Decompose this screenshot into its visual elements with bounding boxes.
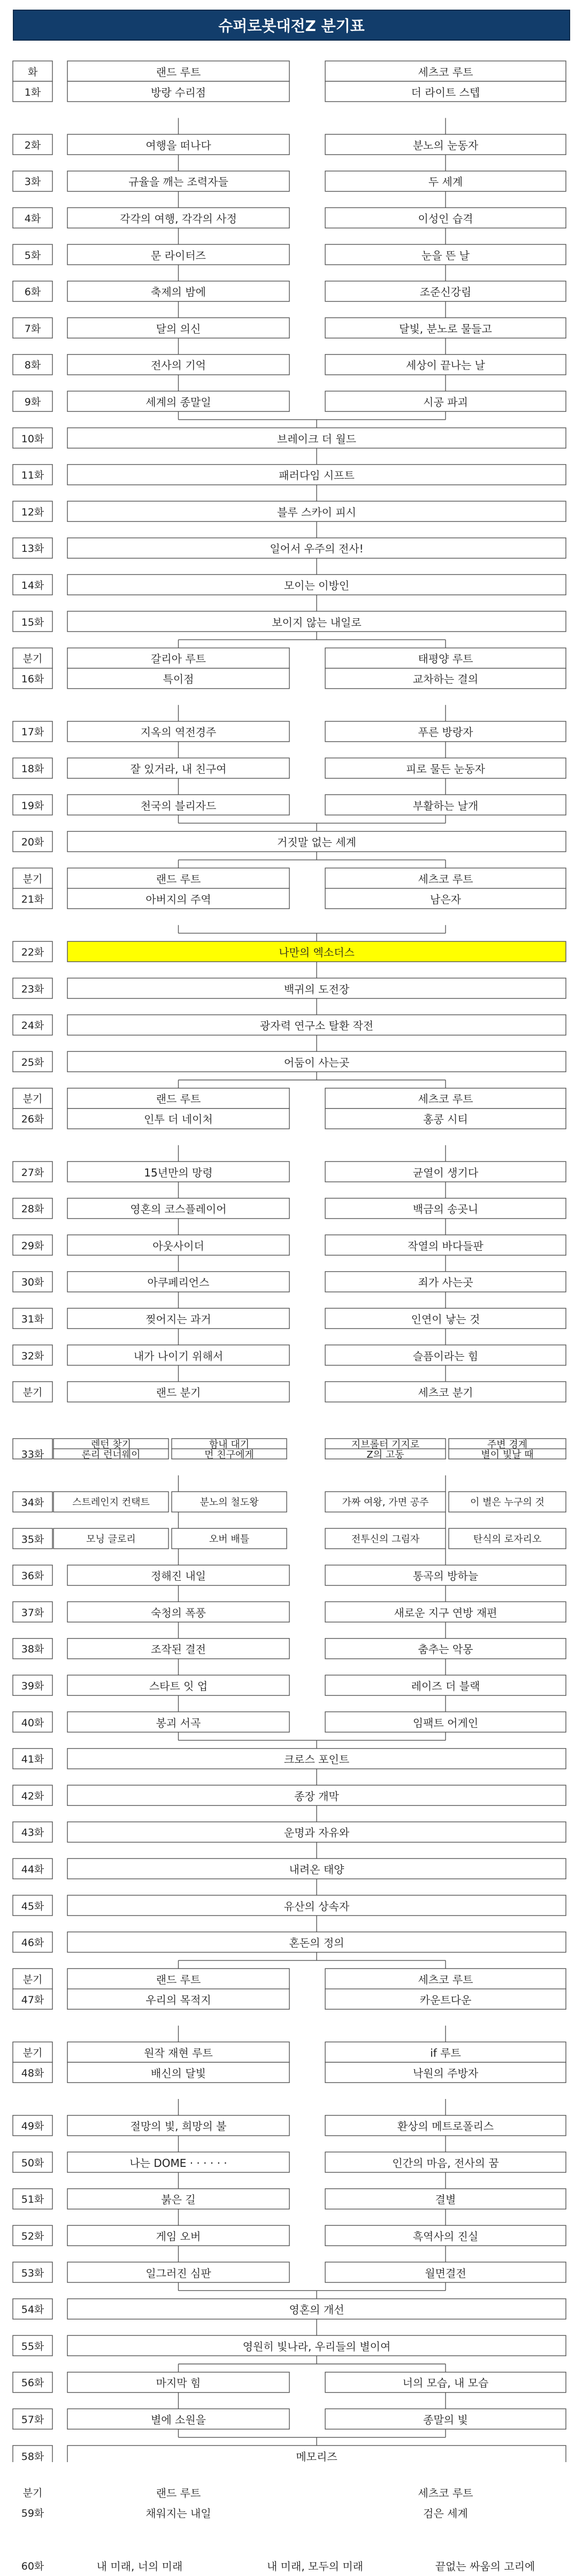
episode-label: 58화: [21, 2450, 44, 2463]
left-route-title: 봉괴 서곡: [156, 1716, 201, 1729]
common-route-title: 광자력 연구소 탈환 작전: [259, 1019, 374, 1033]
right-route-title: 낙원의 주방자: [412, 2066, 479, 2080]
episode-label: 17화: [21, 726, 44, 739]
right-route-title: 인간의 마음, 전사의 꿈: [392, 2156, 499, 2170]
left-route-title: 붉은 길: [161, 2193, 196, 2206]
episode-label: 50화: [21, 2157, 44, 2169]
branch-right-header-text: 세츠코 루트: [418, 2487, 473, 2500]
right-route-title: 균열이 생기다: [412, 1166, 479, 1179]
common-route-title: 유산의 상속자: [283, 1900, 350, 1913]
episode-label: 28화: [21, 1203, 44, 1216]
common-route-title: 블루 스카이 피시: [277, 505, 356, 519]
sub-route-title: 론리 런너웨이: [81, 1449, 141, 1459]
common-route-title: 패러다임 시프트: [279, 469, 355, 482]
sub-route-title: 별이 빛날 때: [481, 1449, 534, 1459]
episode-label: 10화: [21, 433, 44, 445]
sub-route-title: 스트레인지 컨택트: [72, 1497, 150, 1509]
episode-label: 20화: [21, 836, 44, 849]
branch-left-header-text: 갈리아 루트: [151, 652, 206, 666]
right-route-title: 종말의 빛: [423, 2413, 468, 2426]
common-route-title: 영원히 빛나라, 우리들의 별이여: [242, 2340, 391, 2353]
episode-label: 13화: [21, 543, 44, 555]
right-route-title: 두 세계: [428, 175, 463, 189]
right-route-title: 눈을 뜬 날: [421, 249, 470, 262]
episode-label: 8화: [24, 359, 41, 372]
episode-label: 56화: [21, 2377, 44, 2389]
left-route-title: 정해진 내일: [151, 1570, 206, 1583]
episode-label: 30화: [21, 1277, 44, 1289]
branch-right-header-text: 세츠코 분기: [418, 1386, 473, 1400]
left-route-title: 배신의 달빛: [151, 2066, 206, 2080]
left-route-title: 영혼의 코스플레이어: [130, 1203, 227, 1216]
episode-label: 12화: [21, 506, 44, 518]
episode-label: 33화: [21, 1449, 44, 1459]
episode-label: 14화: [21, 579, 44, 591]
branch-left-header-text: 랜드 분기: [156, 1386, 201, 1400]
episode-label: 37화: [21, 1606, 44, 1619]
episode-label: 3화: [24, 176, 41, 188]
common-route-title: 종장 개막: [294, 1789, 339, 1803]
sub-route-title: 먼 친구에게: [204, 1449, 254, 1459]
right-route-title: 임팩트 어게인: [412, 1716, 479, 1729]
right-route-title: 부활하는 날개: [412, 799, 479, 812]
ending-title: 내 미래, 너의 미래: [96, 2560, 183, 2573]
branch-right-header-text: 세츠코 루트: [418, 1093, 473, 1106]
right-route-title: 춤추는 악몽: [418, 1643, 473, 1656]
right-route-title: 시공 파괴: [423, 395, 468, 409]
episode-label: 43화: [21, 1827, 44, 1839]
common-route-title: 브레이크 더 월드: [277, 432, 356, 445]
episode-label: 48화: [21, 2067, 44, 2079]
right-route-title: 새로운 지구 연방 재편: [394, 1606, 497, 1619]
left-route-title: 규율을 깨는 조력자들: [128, 175, 228, 189]
branch-right-header-text: 세츠코 루트: [418, 1973, 473, 1986]
page-title: 슈퍼로봇대전Z 분기표: [13, 10, 570, 41]
left-route-title: 달의 의신: [156, 322, 201, 335]
left-route-title: 내가 나이기 위해서: [133, 1349, 224, 1363]
episode-label: 11화: [21, 470, 44, 482]
common-route-title: 내려온 태양: [289, 1863, 344, 1876]
common-route-title: 메모리즈: [296, 2450, 337, 2463]
right-route-title: 인연이 낳는 것: [411, 1312, 480, 1326]
sub-route-title: 전투신의 그림자: [351, 1534, 420, 1545]
episode-label: 18화: [21, 763, 44, 775]
right-route-title: 레이즈 더 블랙: [411, 1679, 480, 1693]
sub-choice-title: 주변 경계: [487, 1439, 528, 1449]
episode-label: 26화: [21, 1113, 44, 1126]
branch-right-header-text: 태평양 루트: [418, 652, 473, 666]
episode-label: 35화: [21, 1533, 44, 1545]
left-route-title: 조작된 결전: [151, 1643, 206, 1656]
right-route-title: 결별: [435, 2193, 456, 2206]
episode-label: 16화: [21, 673, 44, 686]
episode-label: 41화: [21, 1754, 44, 1766]
episode-label: 4화: [24, 212, 41, 225]
sub-route-title: 오버 배틀: [209, 1534, 250, 1545]
episode-label: 27화: [21, 1166, 44, 1179]
episode-label: 분기: [22, 2047, 43, 2059]
left-route-title: 축제의 밤에: [151, 286, 206, 299]
right-route-title: 푸른 방랑자: [418, 726, 473, 739]
episode-label: 분기: [22, 2487, 43, 2500]
sub-choice-title: 렌턴 찾기: [90, 1439, 132, 1449]
right-route-title: 월면결전: [425, 2266, 466, 2280]
left-route-title: 인투 더 네이처: [144, 1113, 213, 1126]
common-route-title: 보이지 않는 내일로: [272, 616, 362, 629]
branch-left-header-text: 랜드 루트: [156, 1093, 201, 1106]
left-route-title: 15년만의 망령: [144, 1166, 213, 1179]
left-route-title: 숙청의 폭풍: [151, 1606, 206, 1619]
episode-label: 21화: [21, 893, 44, 905]
branch-left-header-text: 랜드 루트: [156, 1973, 201, 1986]
left-route-title: 절망의 빛, 희망의 불: [130, 2120, 227, 2133]
branch-left-header-text: 원작 재현 루트: [144, 2046, 213, 2059]
ending-title: 내 미래, 모두의 미래: [267, 2560, 363, 2573]
sub-route-title: Z의 고동: [366, 1449, 404, 1459]
right-route-title: 카운트다운: [419, 1993, 472, 2006]
episode-label: 60화: [21, 2560, 44, 2573]
sub-choice-title: 지브롤터 기지로: [351, 1439, 420, 1449]
episode-label: 분기: [22, 1973, 43, 1986]
left-route-title: 문 라이터즈: [151, 249, 206, 262]
left-route-title: 아웃사이더: [152, 1239, 204, 1252]
right-route-title: 너의 모습, 내 모습: [402, 2377, 489, 2390]
right-route-title: 백금의 송곳니: [412, 1203, 479, 1216]
episode-label: 46화: [21, 1937, 44, 1949]
episode-label: 24화: [21, 1020, 44, 1032]
episode-label: 40화: [21, 1717, 44, 1729]
left-route-title: 전사의 기억: [151, 359, 206, 372]
left-route-title: 게임 오버: [156, 2229, 201, 2243]
common-route-title: 백귀의 도전장: [283, 982, 350, 996]
episode-label: 9화: [24, 396, 41, 408]
left-route-title: 찢어지는 과거: [145, 1312, 211, 1326]
episode-label: 분기: [22, 653, 43, 665]
episode-label: 25화: [21, 1056, 44, 1068]
episode-label: 55화: [21, 2340, 44, 2352]
common-route-title: 혼돈의 정의: [289, 1936, 344, 1950]
branch-left-header-text: 랜드 루트: [156, 65, 201, 79]
branch-left-header-text: 랜드 루트: [156, 2487, 201, 2500]
left-route-title: 지옥의 역전경주: [140, 726, 217, 739]
sub-route-title: 탄식의 로자리오: [473, 1534, 542, 1545]
episode-label: 36화: [21, 1570, 44, 1582]
left-route-title: 일그러진 심판: [145, 2266, 211, 2280]
left-route-title: 마지막 힘: [156, 2377, 201, 2390]
left-route-title: 방랑 수리점: [151, 86, 206, 99]
episode-label: 32화: [21, 1350, 44, 1362]
episode-label: 51화: [21, 2194, 44, 2206]
episode-label: 7화: [24, 322, 41, 335]
common-route-title: 운명과 자유와: [283, 1826, 350, 1840]
sub-route-title: 이 별은 누구의 것: [470, 1497, 544, 1509]
common-route-title: 일어서 우주의 전사!: [270, 542, 364, 556]
left-route-title: 아버지의 주역: [145, 893, 211, 906]
left-route-title: 특이점: [163, 673, 194, 686]
episode-label: 42화: [21, 1790, 44, 1802]
episode-label: 1화: [24, 86, 41, 98]
branch-left-header-text: 랜드 루트: [156, 872, 201, 886]
left-route-title: 채워지는 내일: [145, 2507, 211, 2520]
left-route-title: 별에 소원을: [151, 2413, 206, 2426]
right-route-title: 분노의 눈동자: [412, 139, 479, 152]
episode-label: 6화: [24, 286, 41, 298]
episode-label: 23화: [21, 983, 44, 995]
episode-label: 57화: [21, 2413, 44, 2426]
right-route-title: 홍콩 시티: [423, 1113, 468, 1126]
sub-route-title: 가짜 여왕, 가면 공주: [342, 1497, 429, 1509]
right-route-title: 이성인 습격: [418, 212, 473, 225]
right-route-title: 검은 세계: [423, 2507, 468, 2520]
right-route-title: 슬픔이라는 힘: [412, 1349, 479, 1363]
common-route-title: 거짓말 없는 세계: [277, 836, 356, 849]
episode-label: 15화: [21, 616, 44, 628]
left-route-title: 나는 DOME · · · · · ·: [129, 2156, 227, 2170]
right-route-title: 조준신강림: [419, 286, 472, 299]
common-route-title: 어둠이 사는곳: [283, 1056, 350, 1069]
right-route-title: 세상이 끝나는 날: [406, 359, 485, 372]
ending-title: 끝없는 싸움의 고리에: [435, 2560, 535, 2573]
right-route-title: 달빛, 분노로 물들고: [399, 322, 492, 335]
episode-label: 5화: [24, 249, 41, 262]
left-route-title: 여행을 떠나다: [145, 139, 211, 152]
right-route-title: 흑역사의 진실: [412, 2229, 479, 2243]
left-route-title: 각각의 여행, 각각의 사정: [120, 212, 237, 225]
branch-right-header-text: 세츠코 루트: [418, 872, 473, 886]
episode-label: 49화: [21, 2120, 44, 2133]
right-route-title: 죄가 사는곳: [418, 1276, 473, 1289]
episode-label: 분기: [22, 1093, 43, 1105]
common-route-title: 나만의 엑소더스: [279, 945, 355, 959]
episode-label: 분기: [22, 1387, 43, 1399]
episode-label: 44화: [21, 1863, 44, 1875]
sub-route-title: 모닝 글로리: [86, 1534, 136, 1545]
episode-label: 19화: [21, 799, 44, 812]
sub-route-title: 분노의 철도왕: [200, 1497, 259, 1509]
branch-right-header-text: if 루트: [430, 2046, 461, 2059]
right-route-title: 더 라이트 스텝: [411, 86, 480, 99]
common-route-title: 모이는 이방인: [283, 579, 350, 592]
right-route-title: 작열의 바다들판: [408, 1239, 484, 1252]
right-route-title: 교차하는 결의: [412, 673, 479, 686]
episode-label: 화: [27, 66, 38, 78]
left-route-title: 세계의 종말일: [145, 395, 211, 409]
left-route-title: 스타트 잇 업: [149, 1679, 208, 1693]
right-route-title: 환상의 메트로폴리스: [397, 2120, 494, 2133]
left-route-title: 아쿠페리언스: [147, 1276, 210, 1289]
episode-label: 45화: [21, 1900, 44, 1912]
right-route-title: 피로 물든 눈동자: [406, 762, 485, 775]
left-route-title: 우리의 목적지: [145, 1993, 211, 2006]
episode-label: 34화: [21, 1496, 44, 1509]
episode-label: 29화: [21, 1240, 44, 1252]
sub-choice-title: 함내 대기: [209, 1439, 250, 1449]
episode-label: 22화: [21, 946, 44, 958]
episode-label: 59화: [21, 2508, 44, 2520]
right-route-title: 남은자: [430, 893, 461, 906]
right-route-title: 통곡의 방하늘: [412, 1570, 479, 1583]
episode-label: 39화: [21, 1680, 44, 1692]
episode-label: 47화: [21, 1994, 44, 2006]
episode-label: 52화: [21, 2230, 44, 2242]
episode-label: 38화: [21, 1643, 44, 1656]
branch-right-header-text: 세츠코 루트: [418, 65, 473, 79]
left-route-title: 잘 있거라, 내 친구여: [130, 762, 227, 775]
episode-label: 분기: [22, 873, 43, 885]
episode-label: 53화: [21, 2267, 44, 2279]
common-route-title: 영혼의 개선: [289, 2303, 344, 2317]
episode-label: 2화: [24, 139, 41, 151]
left-route-title: 천국의 블리자드: [140, 799, 217, 812]
common-route-title: 크로스 포인트: [283, 1753, 350, 1766]
episode-label: 54화: [21, 2304, 44, 2316]
episode-label: 31화: [21, 1313, 44, 1325]
